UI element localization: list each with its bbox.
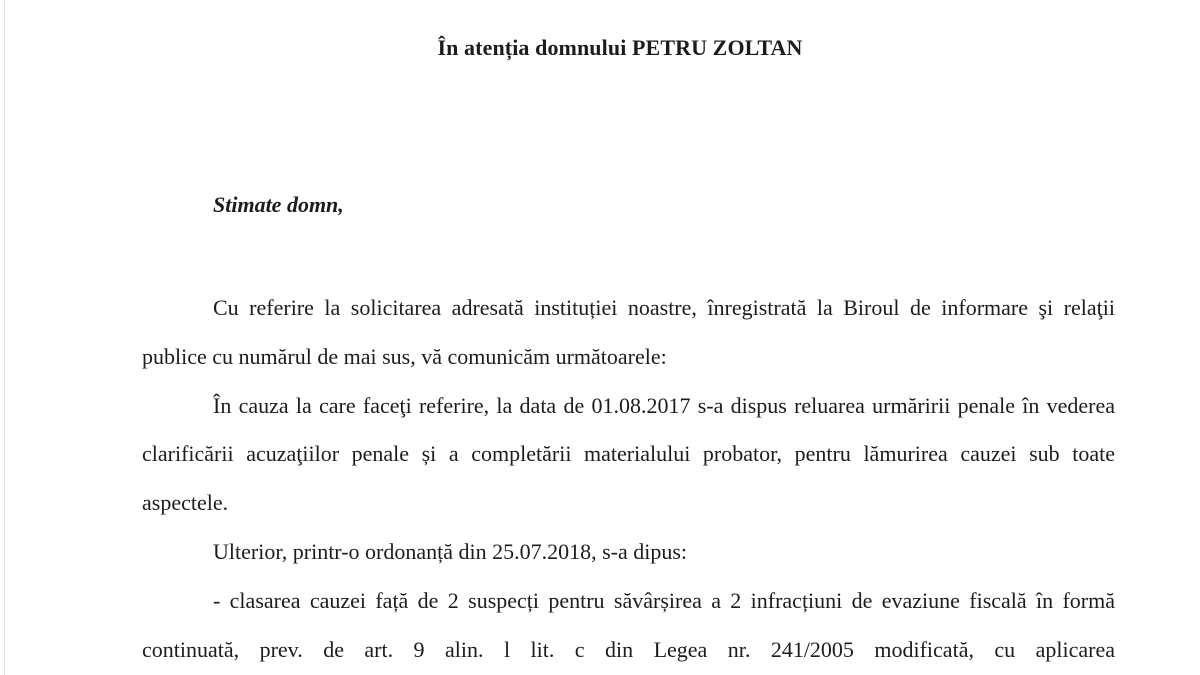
- paragraph-reference: Cu referire la solicitarea adresată instituției noastre, înregistrată la Biroul de informare şi relaţii publice cu numărul de mai sus, vă comunicăm următoarele:: [142, 295, 1115, 369]
- scan-edge-line: [4, 0, 5, 675]
- paragraph-case-resumption: În cauza la care faceţi referire, la data de 01.08.2017 s-a dispus reluarea urmăririi penale în vederea clarificării acuzaţiilor penale și a completării materialului probator, pentru lămurirea cauzei sub toate aspectele.: [142, 392, 1115, 516]
- letter-body: [142, 284, 1115, 674]
- paragraph-case-closure: - clasarea cauzei față de 2 suspecți pentru săvârșirea a 2 infracțiuni de evaziune fiscală în formă continuată, prev. de art. 9 alin. l lit. c din Legea nr. 241/2005 modificată, cu aplicarea: [142, 587, 1115, 662]
- paragraph-ordinance: Ulterior, printr-o ordonanță din 25.07.2018, s-a dipus:: [213, 538, 688, 564]
- letter-heading: În atenția domnului PETRU ZOLTAN: [437, 35, 803, 60]
- letter-salutation: Stimate domn,: [213, 192, 344, 217]
